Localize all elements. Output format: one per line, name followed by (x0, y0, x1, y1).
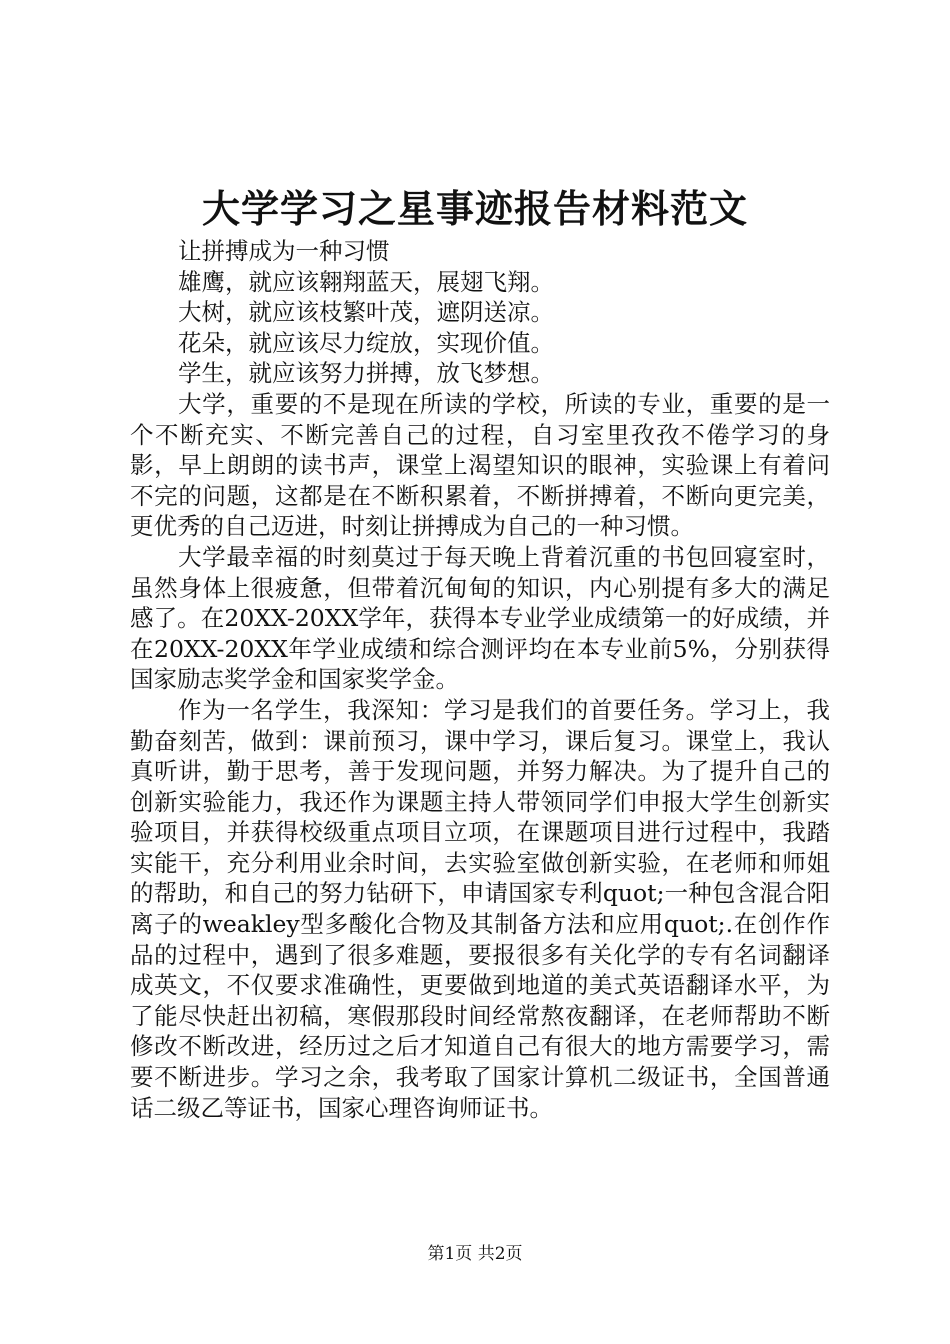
verse-line-student: 学生，就应该努力拼搏，放飞梦想。 (178, 359, 554, 388)
document-title: 大学学习之星事迹报告材料范文 (201, 186, 748, 231)
paragraph-university: 大学，重要的不是现在所读的学校，所读的专业，重要的是一个不断充实、不断完善自己的过程，自习室里孜孜不倦学习的身影，早上朗朗的读书声，课堂上渴望知识的眼神，实验课上有着问不完的问题，这都是在不断积累着，不断拼搏着，不断向更完美，更优秀的自己迈进，时刻让拼搏成为自己的一种习惯。 (130, 389, 830, 541)
paragraph-happiest-moment: 大学最幸福的时刻莫过于每天晚上背着沉重的书包回寝室时，虽然身体上很疲惫，但带着沉甸甸的知识，内心别提有多大的满足感了。在20XX-20XX学年，获得本专业学业成绩第一的好成绩，并在20XX-20XX年学业成绩和综合测评均在本专业前5%，分别获得国家励志奖学金和国家奖学金。 (130, 542, 830, 694)
page-footer: 第1页 共2页 (427, 1244, 523, 1264)
verse-line-tree: 大树，就应该枝繁叶茂，遮阴送凉。 (178, 298, 554, 327)
verse-line-flower: 花朵，就应该尽力绽放，实现价值。 (178, 328, 554, 357)
paragraph-study: 作为一名学生，我深知：学习是我们的首要任务。学习上，我勤奋刻苦，做到：课前预习，课中学习，课后复习。课堂上，我认真听讲，勤于思考，善于发现问题，并努力解决。为了提升自己的创新实验能力，我还作为课题主持人带领同学们申报大学生创新实验项目，并获得校级重点项目立项，在课题项目进行过程中，我踏实能干，充分利用业余时间，去实验室做创新实验，在老师和师姐的帮助，和自己的努力钻研下，申请国家专利quot;一种包含混合阳离子的weakley型多酸化合物及其制备方法和应用quot;.在创作作品的过程中，遇到了很多难题，要报很多有关化学的专有名词翻译成英文，不仅要求准确性，更要做到地道的美式英语翻译水平，为了能尽快赶出初稿，寒假那段时间经常熬夜翻译，在老师帮助不断修改不断改进，经历过之后才知道自己有很大的地方需要学习，需要不断进步。学习之余，我考取了国家计算机二级证书，全国普通话二级乙等证书，国家心理咨询师证书。 (130, 695, 830, 1122)
subtitle-line: 让拼搏成为一种习惯 (178, 237, 390, 265)
verse-line-eagle: 雄鹰，就应该翱翔蓝天，展翅飞翔。 (178, 267, 554, 296)
document-body (130, 236, 830, 1123)
